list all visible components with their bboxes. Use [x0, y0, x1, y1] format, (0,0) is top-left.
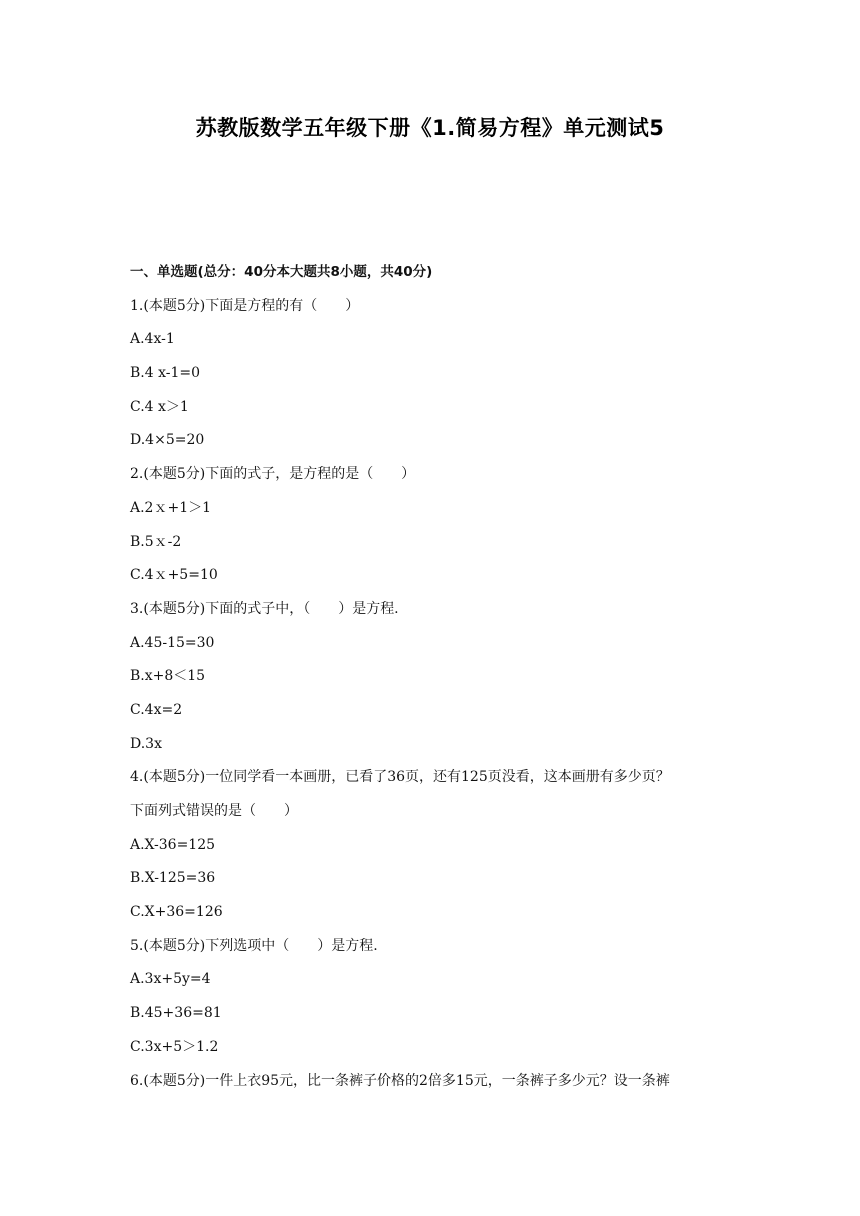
page-title: 苏教版数学五年级下册《1.简易方程》单元测试5	[195, 116, 665, 140]
answer-option: A.X-36=125	[130, 836, 216, 853]
answer-option: A.3x+5y=4	[130, 971, 211, 988]
answer-option: B.4 x-1=0	[130, 365, 201, 382]
answer-option: C.X+36=126	[130, 904, 223, 921]
question-text: 1.(本题5分)下面是方程的有（ ）	[130, 297, 360, 314]
answer-option: D.3x	[130, 735, 162, 752]
answer-option: A.2ｘ+1＞1	[130, 499, 212, 516]
question-text: 6.(本题5分)一件上衣95元，比一条裤子价格的2倍多15元，一条裤子多少元？设一条裤	[130, 1072, 670, 1089]
answer-option: B.5ｘ-2	[130, 533, 182, 550]
section-heading: 一、单选题(总分：40分本大题共8小题，共40分)	[130, 264, 433, 280]
question-text: 3.(本题5分)下面的式子中，（ ）是方程.	[130, 600, 399, 617]
question-text: 4.(本题5分)一位同学看一本画册，已看了36页，还有125页没看，这本画册有多少页？	[130, 769, 670, 786]
answer-option: B.x+8＜15	[130, 668, 206, 685]
question-text: 2.(本题5分)下面的式子，是方程的是（ ）	[130, 466, 416, 483]
question-text: 下面列式错误的是（ ）	[130, 803, 298, 819]
answer-option: C.3x+5＞1.2	[130, 1038, 219, 1055]
answer-option: C.4ｘ+5=10	[130, 567, 218, 584]
answer-option: D.4×5=20	[130, 432, 205, 449]
question-text: 5.(本题5分)下列选项中（ ）是方程.	[130, 937, 378, 954]
document-body	[130, 256, 740, 1098]
answer-option: C.4 x＞1	[130, 398, 189, 415]
answer-option: B.X-125=36	[130, 870, 216, 887]
answer-option: C.4x=2	[130, 701, 183, 718]
answer-option: B.45+36=81	[130, 1005, 222, 1022]
answer-option: A.4x-1	[130, 331, 175, 348]
answer-option: A.45-15=30	[130, 634, 215, 651]
